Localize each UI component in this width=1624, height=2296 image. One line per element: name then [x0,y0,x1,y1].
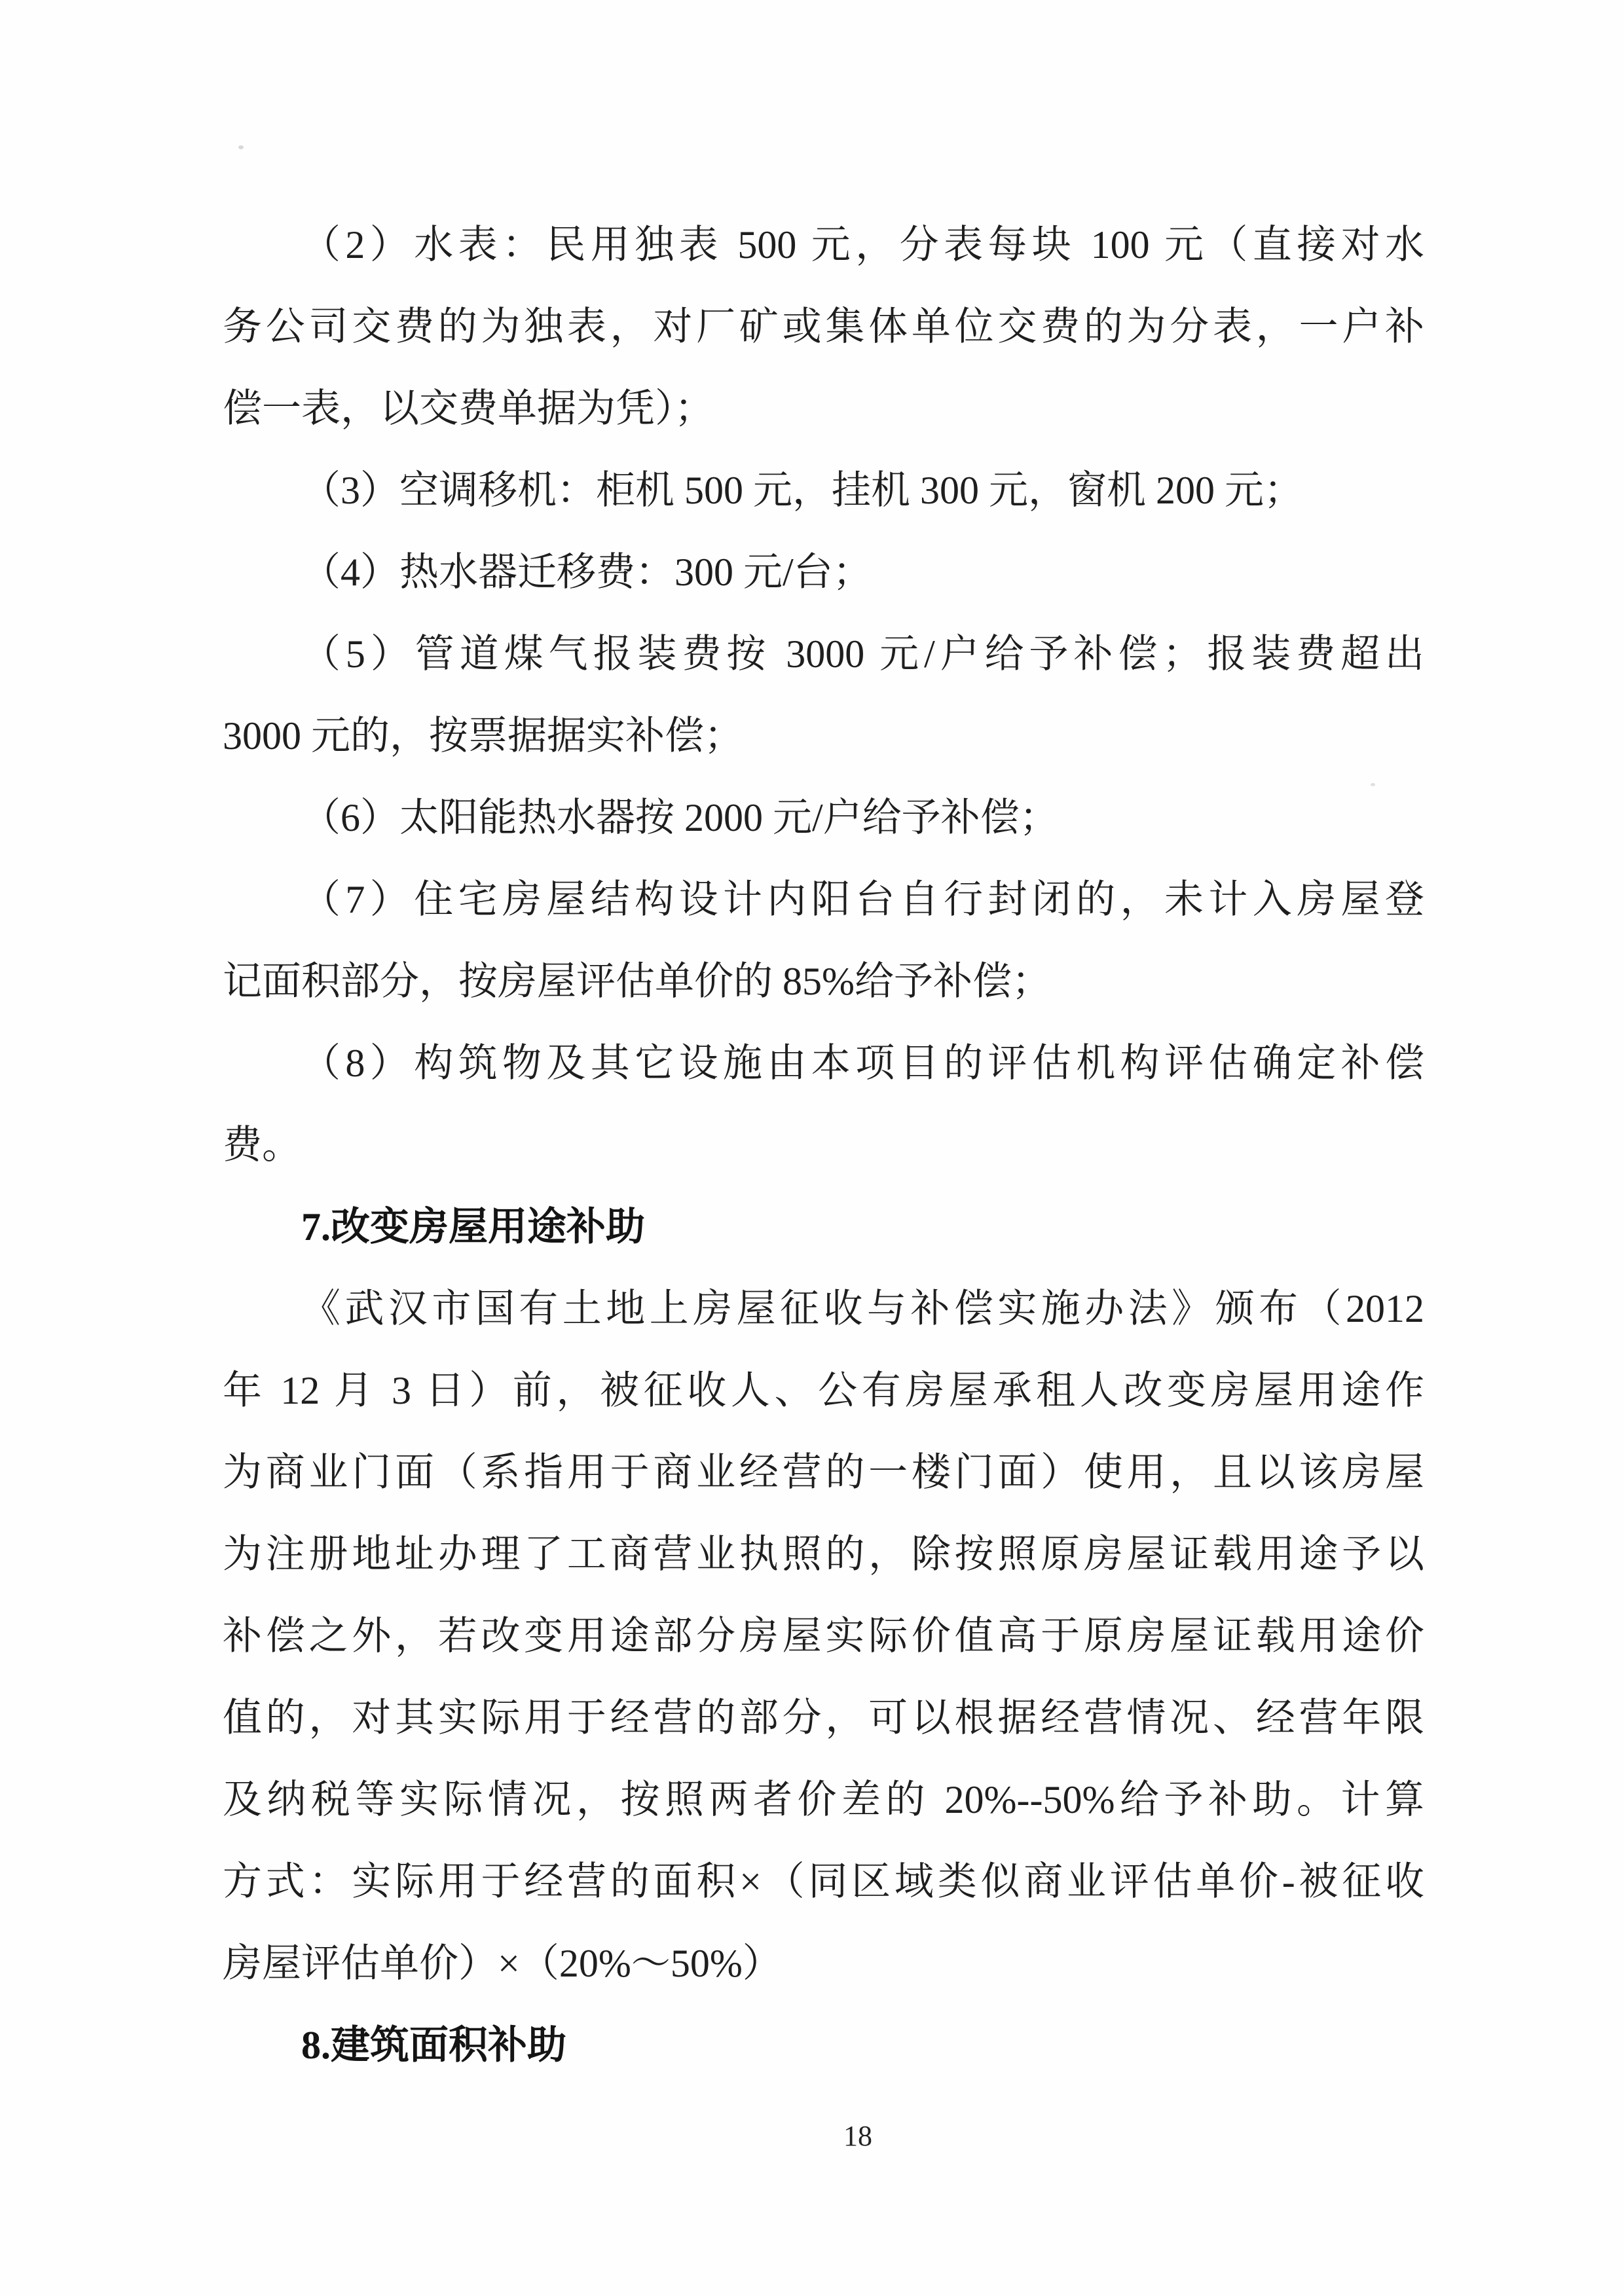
text-line: 为商业门面（系指用于商业经营的一楼门面）使用，且以该房屋 [223,1451,1424,1494]
text-line: 偿一表，以交费单据为凭）； [223,387,714,430]
text-line: 3000 元的，按票据据实补偿； [223,714,743,757]
text-line: 年 12 月 3 日）前，被征收人、公有房屋承租人改变房屋用途作 [223,1369,1424,1412]
text-line: 务公司交费的为独表，对厂矿或集体单位交费的为分表，一户补 [223,305,1424,348]
text-line: 记面积部分，按房屋评估单价的 85%给予补偿； [223,960,1051,1003]
text-line: （4）热水器迁移费：300 元/台； [301,551,872,594]
text-line: 补偿之外，若改变用途部分房屋实际价值高于原房屋证载用途价 [223,1614,1424,1658]
text-line: 费。 [223,1123,301,1167]
section-heading-8: 8.建筑面积补助 [301,2024,566,2067]
text-line: （2）水表：民用独表 500 元，分表每块 100 元（直接对水 [301,223,1424,266]
text-line: （7）住宅房屋结构设计内阳台自行封闭的，未计入房屋登 [301,878,1424,921]
text-line: （5）管道煤气报装费按 3000 元/户给予补偿；报装费超出 [301,632,1424,676]
text-line: 值的，对其实际用于经营的部分，可以根据经营情况、经营年限 [223,1696,1424,1740]
text-line: 为注册地址办理了工商营业执照的，除按照原房屋证载用途予以 [223,1533,1424,1576]
text-line: （6）太阳能热水器按 2000 元/户给予补偿； [301,796,1059,839]
text-line: （8）构筑物及其它设施由本项目的评估机构评估确定补偿 [301,1042,1424,1085]
text-line: 《武汉市国有土地上房屋征收与补偿实施办法》颁布（2012 [301,1287,1424,1330]
scan-speck [238,145,244,149]
text-line: （3）空调移机：柜机 500 元，挂机 300 元，窗机 200 元； [301,469,1303,512]
page-number: 18 [843,2120,872,2152]
text-line: 方式：实际用于经营的面积×（同区域类似商业评估单价-被征收 [223,1860,1424,1903]
text-line: 房屋评估单价）×（20%～50%） [223,1942,782,1985]
text-block [223,204,1424,2086]
text-line: 及纳税等实际情况，按照两者价差的 20%--50%给予补助。计算 [223,1778,1424,1821]
section-heading-7: 7.改变房屋用途补助 [301,1205,645,1248]
